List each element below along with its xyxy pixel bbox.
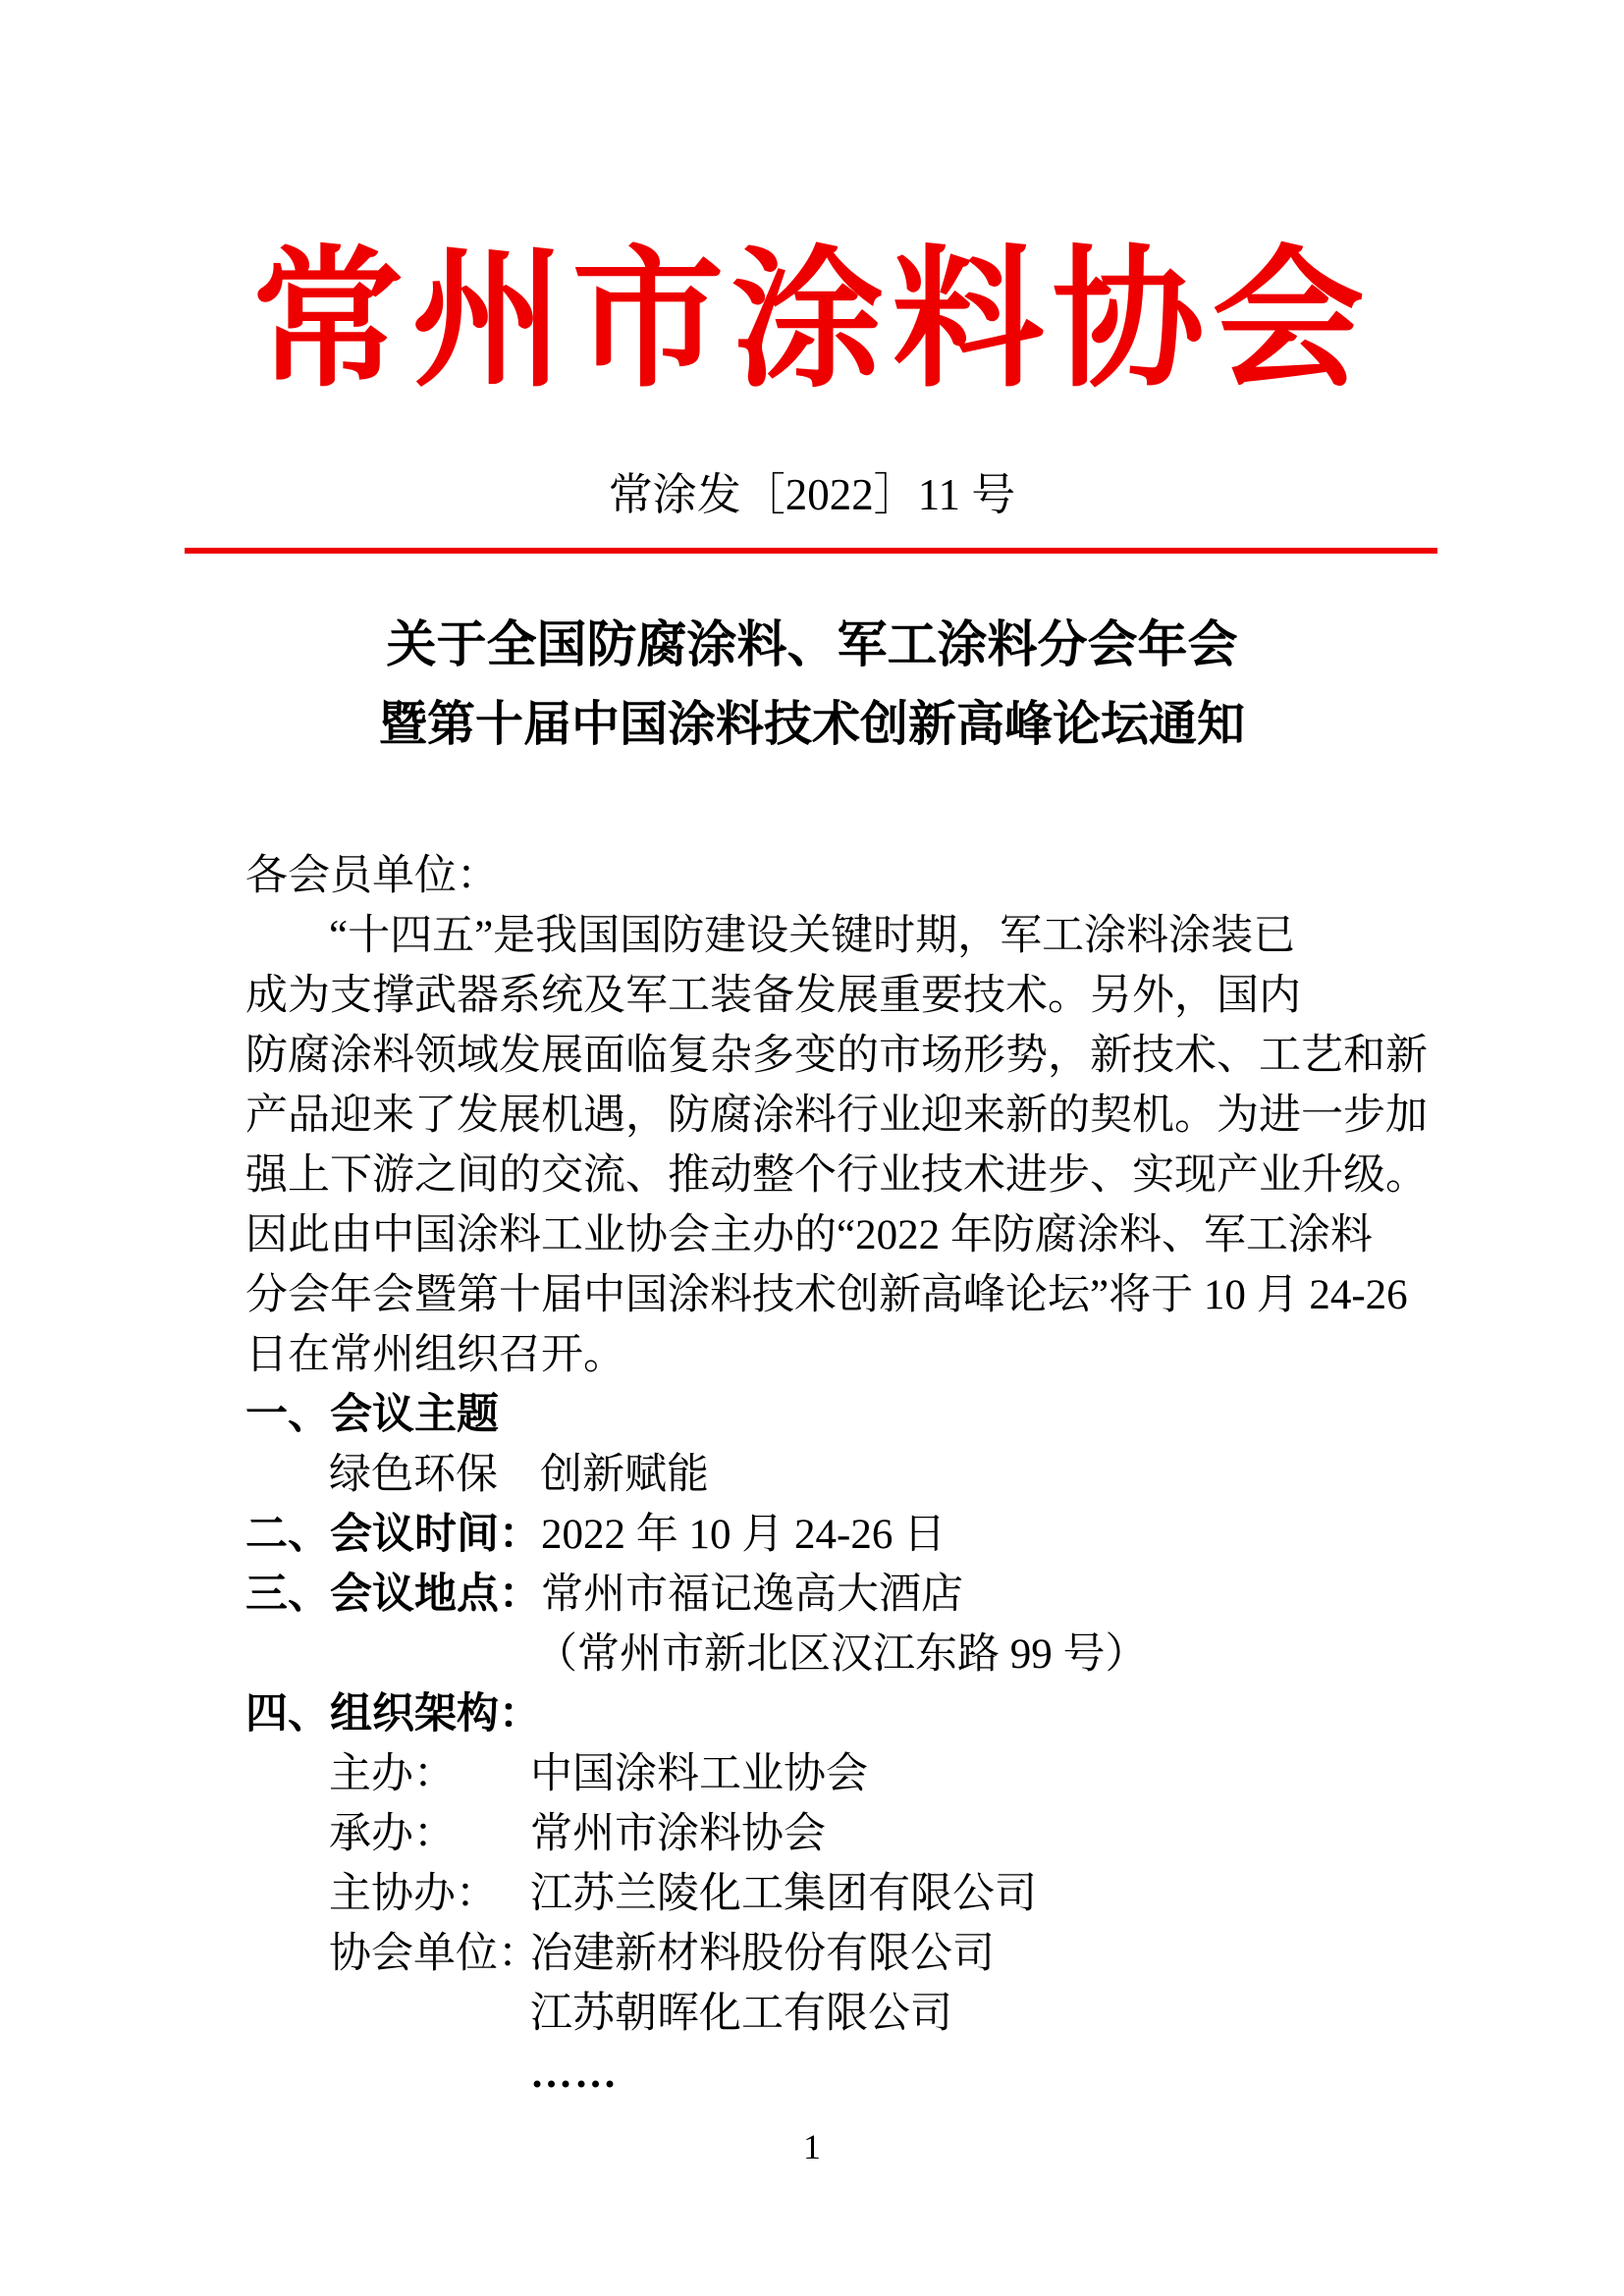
document-title-line1: 关于全国防腐涂料、军工涂料分会年会 (386, 618, 1238, 673)
org-role-label: 协会单位： (329, 1931, 540, 1977)
org-row-host (245, 1744, 1443, 1804)
section-row-time (245, 1505, 1443, 1565)
section-heading-time: 二、会议时间： (245, 1511, 541, 1558)
org-role-label (329, 2044, 530, 2104)
salutation: 各会员单位： (245, 853, 499, 899)
section-heading-venue: 三、会议地点： (245, 1571, 541, 1618)
section-heading-theme: 一、会议主题 (245, 1391, 499, 1438)
paragraph-line: 分会年会暨第十届中国涂料技术创新高峰论坛”将于 10 月 24-26 (245, 1272, 1408, 1318)
page-number: 1 (803, 2127, 821, 2166)
section-value-venue: 常州市福记逸高大酒店 (541, 1572, 963, 1618)
org-name-value: 常州市涂料协会 (530, 1811, 826, 1857)
org-role-label: 承办： (329, 1811, 456, 1857)
paragraph-line: 成为支撑武器系统及军工装备发展重要技术。另外，国内 (245, 973, 1301, 1019)
section-value-time: 2022 年 10 月 24-26 日 (541, 1512, 947, 1558)
org-name-value: 江苏兰陵化工集团有限公司 (530, 1871, 1037, 1917)
org-name-value: 冶建新材料股份有限公司 (530, 1931, 995, 1977)
org-row-association-unit (245, 1984, 1443, 2044)
red-divider-rule (185, 548, 1437, 554)
paragraph-line: 因此由中国涂料工业协会主办的“2022 年防腐涂料、军工涂料 (245, 1212, 1373, 1258)
org-row-association-unit (245, 1924, 1443, 1984)
org-row-ellipsis (245, 2044, 1443, 2104)
org-role-label: 主协办： (329, 1871, 498, 1917)
document-number: 常涂发［2022］11 号 (608, 470, 1016, 519)
paragraph-line: 产品迎来了发展机遇，防腐涂料行业迎来新的契机。为进一步加 (245, 1093, 1428, 1139)
ellipsis-continuation: …… (530, 2051, 619, 2097)
document-title-line2: 暨第十届中国涂料技术创新高峰论坛通知 (378, 698, 1245, 751)
org-name-value: 中国涂料工业协会 (530, 1751, 868, 1797)
org-row-co-organizer (245, 1864, 1443, 1924)
paragraph-line: 强上下游之间的交流、推动整个行业技术进步、实现产业升级。 (245, 1152, 1428, 1199)
org-role-label: 主办： (329, 1751, 456, 1797)
paragraph-line: 防腐涂料领域发展面临复杂多变的市场形势，新技术、工艺和新 (245, 1033, 1428, 1079)
org-role-label (329, 1984, 530, 2044)
organization-title: 常州市涂料协会 (251, 237, 1373, 405)
paragraph-line: 日在常州组织召开。 (245, 1332, 625, 1378)
paragraph-line: “十四五”是我国国防建设关键时期，军工涂料涂装已 (329, 913, 1296, 959)
document-body (245, 846, 1443, 2104)
org-row-organizer (245, 1804, 1443, 1864)
section-row-venue (245, 1565, 1443, 1625)
org-name-value: 江苏朝晖化工有限公司 (530, 1991, 952, 2037)
venue-address: （常州市新北区汉江东路 99 号） (535, 1631, 1148, 1678)
section-heading-organization: 四、组织架构： (245, 1690, 541, 1737)
section-value-theme: 绿色环保 创新赋能 (329, 1452, 709, 1498)
